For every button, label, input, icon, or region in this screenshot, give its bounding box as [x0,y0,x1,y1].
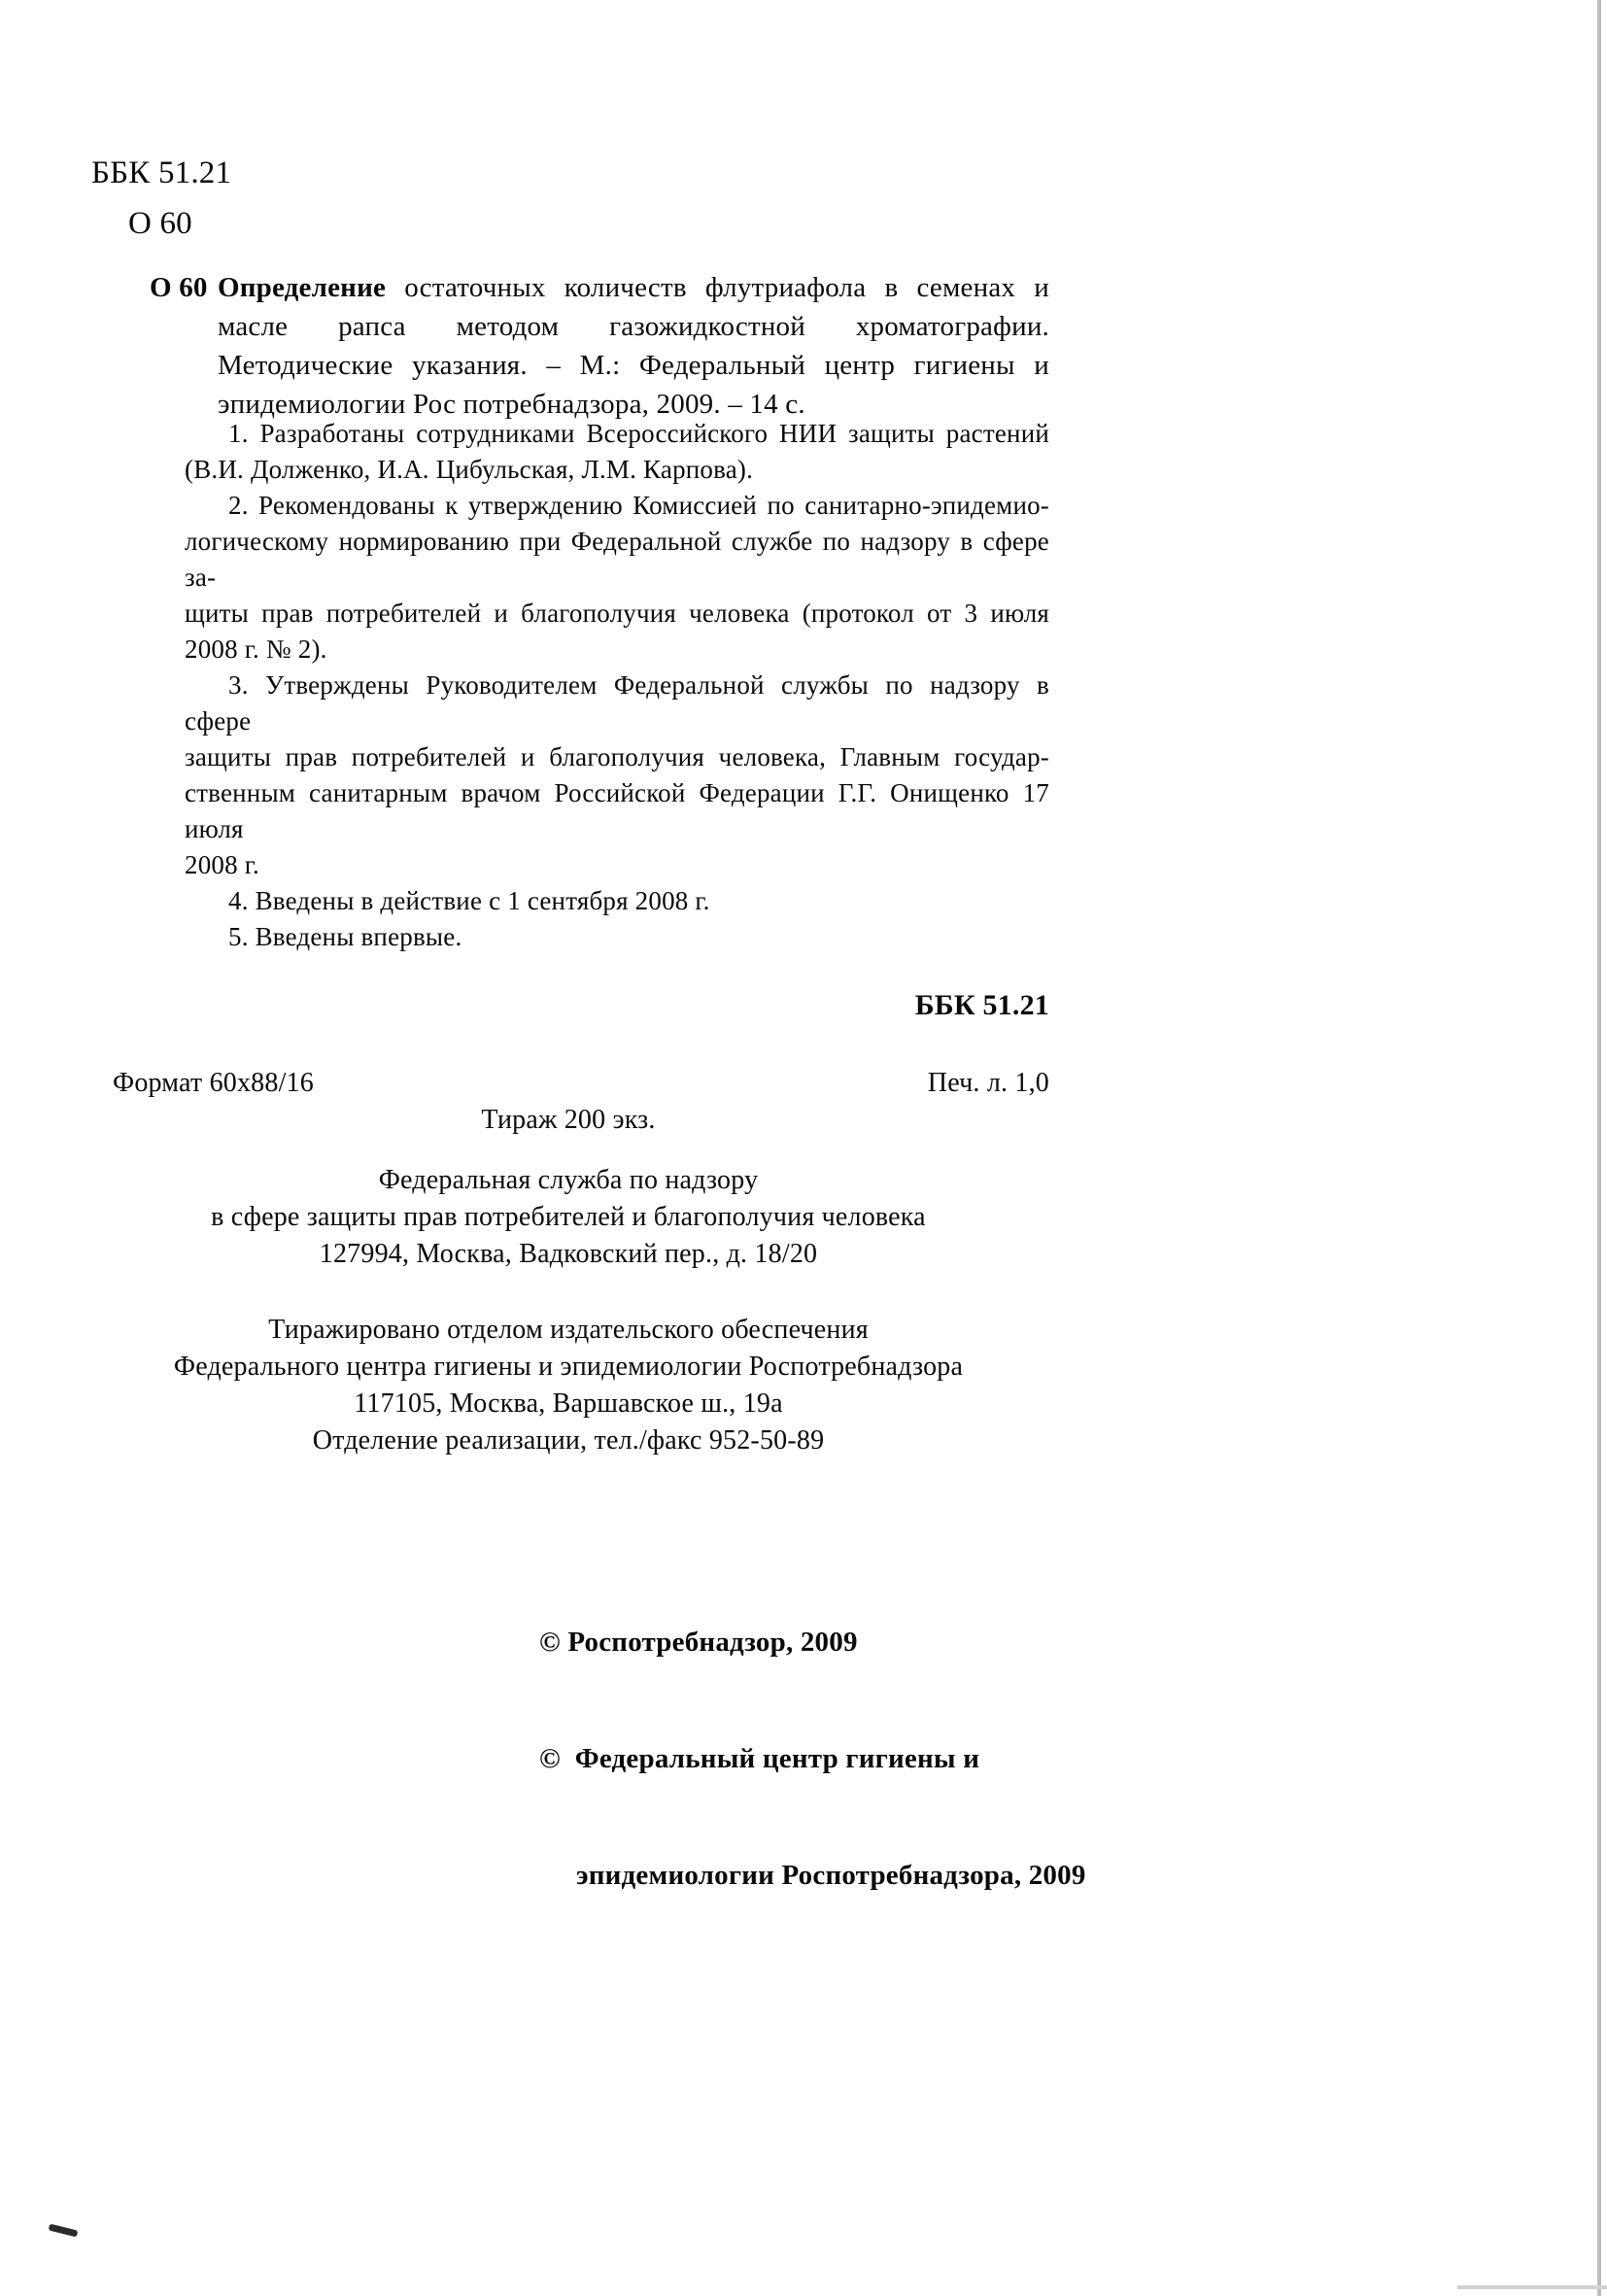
publisher-address-block [87,1162,1049,1273]
copyright-block [539,1545,1086,1972]
document-code-label: О 60 [128,206,192,241]
annotation-line-1 [218,268,1049,307]
page-content [87,154,1086,1972]
print-run-label: Тираж 200 экз. [481,1105,656,1135]
printing-line: Отделение реализации, тел./факс 952-50-89 [312,1425,825,1456]
note-line: защиты прав потребителей и благополучия человека, Главным государ- [185,742,1049,771]
title-word: Определение [218,272,387,303]
annotation-block [87,268,1049,424]
printing-office-block [87,1312,1049,1459]
format-row [87,1065,1049,1102]
printing-line: 117105, Москва, Варшавское ш., 19а [354,1388,783,1419]
annotation-line-4: эпидемиологии Рос потребнадзора, 2009. – 14 с. [218,389,805,420]
format-label: Формат 60х88/16 [113,1068,314,1098]
annotation-text [218,268,1049,424]
note-line: 1. Разработаны сотрудниками Всероссийского НИИ защиты растений [228,419,1049,448]
copyright-line: © Роспотребнадзор, 2009 [539,1627,858,1658]
printing-line: Федерального центра гигиены и эпидемиологии Роспотребнадзора [173,1352,964,1382]
annotation-code-label: О 60 [150,272,208,303]
note-line: логическому нормированию при Федеральной службе по надзору в сфере за- [185,527,1049,592]
note-line: (В.И. Долженко, И.А. Цибульская, Л.М. Карпова). [185,455,754,484]
scan-edge-artifact [1597,0,1601,2296]
print-sheets-label: Печ. л. 1,0 [927,1068,1049,1098]
bbk-right-label: ББК 51.21 [914,989,1049,1021]
scan-mark-artifact [49,2223,79,2237]
printing-line: Тиражировано отделом издательского обеспечения [268,1315,869,1345]
note-line: 2008 г. № 2). [185,634,327,664]
annotation-line-2: масле рапса методом газожидкостной хроматографии. [218,311,1049,342]
note-line: 5. Введены впервые. [228,922,462,951]
note-line: 2. Рекомендованы к утверждению Комиссией по санитарно-эпидемио- [228,491,1049,520]
notes-block [185,416,1049,955]
scan-bottom-artifact [1457,2285,1607,2289]
address-line: Федеральная служба по надзору [378,1165,759,1195]
note-line: 3. Утверждены Руководителем Федеральной службы по надзору в сфере [185,670,1049,736]
note-line: ственным санитарным врачом Российской Федерации Г.Г. Онищенко 17 июля [185,778,1049,843]
note-line: 2008 г. [185,850,259,879]
copyright-line: © Федеральный центр гигиены и [539,1743,980,1774]
note-line: щиты прав потребителей и благополучия человека (протокол от 3 июля [185,599,1049,628]
note-line: 4. Введены в действие с 1 сентября 2008 г. [228,886,710,915]
annotation-line-1-rest: остаточных количеств флутриафола в семенах и [404,272,1049,303]
address-line: 127994, Москва, Вадковский пер., д. 18/20 [319,1239,818,1269]
address-line: в сфере защиты прав потребителей и благополучия человека [211,1202,926,1232]
annotation-line-3: Методические указания. – М.: Федеральный центр гигиены и [218,350,1049,381]
copyright-line: эпидемиологии Роспотребнадзора, 2009 [576,1860,1086,1891]
bbk-top-label: ББК 51.21 [91,155,232,190]
